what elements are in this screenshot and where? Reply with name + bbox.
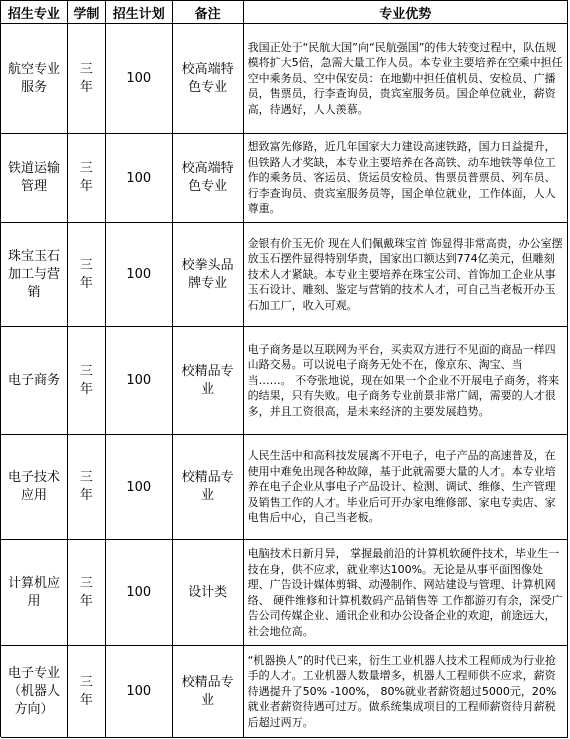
table-row [1,646,568,738]
advantage-text: 我国正处于“民航大国”向“民航强国”的伟大转变过程中，队伍规模将扩大5倍，急需大量工作人员。本专业主要培养在空乘中担任空中乘务员、空中保安员：在地勤中担任值机员、安检员、广播员，售票员，行李查询员，贵宾室服务员。国企单位就业，薪资高，待遇好，人人羡慕。 [247,40,563,116]
major-name: 电子商务 [1,327,68,434]
table-row [1,223,568,327]
header-plan: 招生计划 [106,1,173,23]
study-years: 三年 [68,327,106,434]
study-years: 三年 [68,134,106,222]
enrollment-plan: 100 [106,327,173,434]
header-major: 招生专业 [1,1,68,23]
major-name: 计算机应用 [1,540,68,645]
major-advantage [244,435,568,539]
enrollment-plan: 100 [106,24,173,133]
major-advantage [244,540,568,645]
header-note: 备注 [173,1,244,23]
enrollment-plan: 100 [106,540,173,645]
major-name: 珠宝玉石加工与营销 [1,223,68,326]
major-name: 电子技术应用 [1,435,68,539]
advantage-text: 人民生活中和高科技发展离不开电子，电子产品的高速普及，在使用中难免出现各种故障，基于此就需要大量的人才。本专业培养在电子企业从事电子产品设计、检测、调试、维修、生产管理及销售工作的人才。毕业后可开办家电维修部、家电专卖店、家电售后中心，自己当老板。 [247,449,556,525]
study-years: 三年 [68,646,106,737]
major-note: 校精品专业 [173,435,244,539]
major-name: 航空专业服务 [1,24,68,133]
major-note: 校精品专业 [173,327,244,434]
major-name: 铁道运输管理 [1,134,68,222]
study-years: 三年 [68,435,106,539]
major-advantage [244,327,568,434]
header-years: 学制 [68,1,106,23]
enrollment-plan: 100 [106,223,173,326]
major-note: 设计类 [173,540,244,645]
major-advantage [244,223,568,326]
study-years: 三年 [68,24,106,133]
major-note: 校精品专业 [173,646,244,737]
advantage-text: “机器换人”的时代已来，衍生工业机器人技术工程师成为行业抢手的人才。工业机器人数量增多，机器人工程师供不应求，薪资待遇提升了50% -100%， 80%就业者薪资超过5000元，20%就业者薪资待遇可过万。做系统集成项目的工程师薪资待月薪税后超过两万。 [247,653,557,729]
enrollment-plan: 100 [106,435,173,539]
table-row [1,134,568,223]
major-note: 校拳头品牌专业 [173,223,244,326]
study-years: 三年 [68,540,106,645]
advantage-text: 电脑技术日新月异， 掌握最前沿的计算机软硬件技术，毕业生一技在身，供不应求，就业率达100%。无论是从事平面图像处理、广告设计媒体剪辑、动漫制作、网站建设与管理、计算机网络、 硬件维修和计算机数码产品销售等 工作都游刃有余，深受广告公司传媒企业、通讯企业和办公设备企业的欢迎，前途远大，社会地位高。 [247,547,563,638]
advantage-text: 金银有价玉无价 现在人们佩戴珠宝首 饰显得非常高贵，办公室摆放玉石摆件显得特别华贵，国家出口额达到774亿美元，但雕刻技术人才紧缺。本专业主要培养在珠宝公司、首饰加工企业从事玉石设计、雕刻、鉴定与营销的技术人才，可自己当老板开办玉石加工厂，收入可观。 [247,236,563,312]
table-row [1,540,568,646]
enrollment-plan: 100 [106,134,173,222]
table-row [1,435,568,540]
study-years: 三年 [68,223,106,326]
enrollment-plan: 100 [106,646,173,737]
table-row [1,24,568,134]
major-name: 电子专业（机器人方向） [1,646,68,737]
table-row [1,327,568,435]
major-advantage [244,24,568,133]
major-note: 校高端特色专业 [173,134,244,222]
advantage-text: 电子商务是以互联网为平台，买卖双方进行不见面的商品一样四山路交易。可以说电子商务无处不在，像京东、淘宝、当当……。 不夸张地说，现在如果一个企业不开展电子商务，将来的结果，只有失败。电子商务专业前景非常广阔，需要的人才很多，并且工资很高，是未来经济的主要发展趋势。 [247,342,560,418]
table-header-row [1,1,568,24]
major-note: 校高端特色专业 [173,24,244,133]
advantage-text: 想致富先修路，近几年国家大力建设高速铁路，国力日益提升，但铁路人才奖缺，本专业主要培养在各高铁、动车地铁等单位工作的乘务员、客运员、货运员安检员、售票员普票员、列车员、行李查询员、贵宾室服务员等，国企单位就业，工作体面，人人尊重。 [247,140,556,216]
major-advantage [244,646,568,737]
header-advantage: 专业优势 [244,1,568,23]
major-advantage [244,134,568,222]
